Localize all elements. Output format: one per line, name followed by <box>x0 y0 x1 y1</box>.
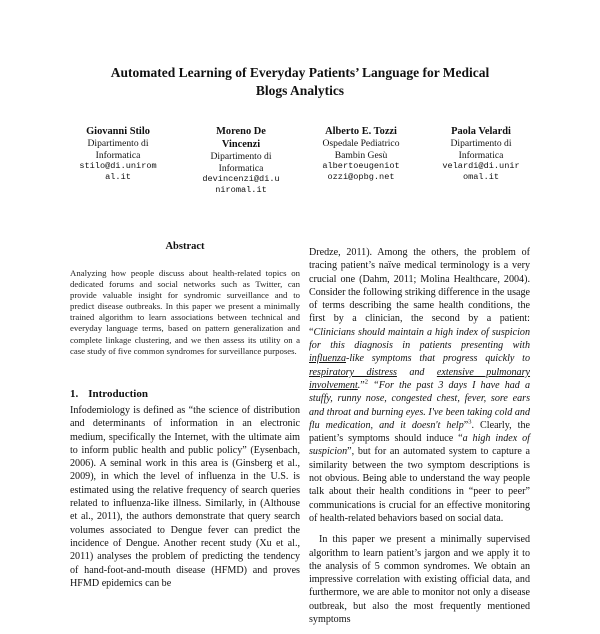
right-column-body <box>309 246 530 634</box>
author-name: Paola Velardi <box>451 126 511 137</box>
author-affiliation: Dipartimento di <box>210 151 272 162</box>
author-affiliation: Ospedale Pediatrico <box>322 138 400 149</box>
author-email: omal.it <box>462 172 500 182</box>
author-affiliation: Dipartimento di <box>450 138 512 149</box>
author-email: ozzi@opbg.net <box>327 172 395 182</box>
text-run: Dredze, 2011). Among the others, the problem of tracing patient’s naïve medical terminology is a very crucial one (Dahm, 2011; Molina Healthcare, 2004). Consider the following striking difference in the usage of terms describing the same health conditions, the first by a clinician, the second by a patient: “ <box>309 247 530 338</box>
text-run: . <box>357 379 361 391</box>
author-affiliation: Informatica <box>95 149 141 161</box>
author-block-tozzi <box>306 125 416 183</box>
author-block-stilo <box>68 125 168 183</box>
underlined-term: respiratory distress <box>309 366 397 378</box>
section-number: 1. <box>70 388 79 400</box>
author-block-velardi <box>426 125 536 183</box>
text-run: Clinicians should maintain a high index of suspicion for this diagnosis in patients presenting with <box>309 326 530 352</box>
author-email: devincenzi@di.u <box>202 174 280 184</box>
author-email: albertoeugeniot <box>322 161 400 171</box>
author-email: niromal.it <box>215 185 267 195</box>
text-run: ”, but for an automated system to capture a similarity between the two symptom descriptions is not obvious. Being able to understand the way people talk about their health conditions in “peer to peer” communications is crucial for an effective monitoring of health-related behaviors based on social data. <box>309 446 530 524</box>
text-run: -like symptoms that progress quickly to <box>346 353 530 365</box>
author-block-devincenzi <box>186 125 296 196</box>
author-name: Moreno De <box>216 126 266 137</box>
section-heading-introduction <box>70 388 148 400</box>
section-title: Introduction <box>88 388 148 400</box>
author-affiliation: Bambin Gesù <box>334 149 388 161</box>
author-name: Alberto E. Tozzi <box>325 126 397 137</box>
left-column-body <box>70 404 300 590</box>
author-affiliation: Informatica <box>218 162 264 174</box>
author-email: stilo@di.unirom <box>79 161 157 171</box>
footnote-marker: 2 <box>364 378 369 386</box>
text-run: and <box>396 366 437 378</box>
author-name: Vincenzi <box>221 139 261 150</box>
right-paragraph-1: Dredze, 2011). Among the others, the problem of tracing patient’s naïve medical terminology is a very crucial one (Dahm, 2011; Molina Healthcare, 2004). Consider the following striking difference in the usage of terms describing the same health conditions, the first by a clinician, the second by a patient: “Clinicians should maintain a high index of suspicion for this diagnosis in patients presenting with influenza-like symptoms that progress quickly to respiratory distress and extensive pulmonary involvement.”$^2$ “For the past 3 days I have had a stuffy, runny nose, congested chest, fever, sore ears and throat and burning eyes. I've been taking cold and flu medication, and it doesn't help”$^3$. Clearly, the patient’s symptoms should induce “a high index of suspicion”, but for an automated system to capture a similarity between the two symptom descriptions is not obvious. Being able to understand the way people talk about their health conditions in “peer to peer” communications is crucial for an effective monitoring of health-related behaviors based on social data. <box>309 247 531 524</box>
quoted-phrase: a high index of suspicion <box>309 433 530 458</box>
author-affiliation: Dipartimento di <box>87 138 149 149</box>
underlined-term: influenza <box>309 353 347 365</box>
abstract-body: Analyzing how people discuss about health-related topics on dedicated forums and social networks such as Twitter, can provide valuable insight for syndromic surveillance and to predict disease outbreaks. In this paper we present a minimally trained algorithm to learn associations between technical and everyday language terms, based on pattern generalization and complete linkage clustering, and we then assess its utility on a case study of five common syndromes for surveillance purposes. <box>70 268 300 356</box>
author-name: Giovanni Stilo <box>86 126 150 137</box>
author-affiliation: Informatica <box>458 149 504 161</box>
footnote-marker: 3 <box>468 418 472 426</box>
author-email: al.it <box>105 172 131 182</box>
paper-title <box>70 64 530 100</box>
intro-paragraph-1: Infodemiology is defined as “the science of distribution and determinants of information in an electronic medium, specifically the Internet, with the ultimate aim to inform public health and public policy” (Eysenbach, 2006). A seminal work in this area is (Ginsberg et al., 2009), in which the level of influenza in the U.S. is estimated using the relative frequency of search queries related to influenza-like illness. Similarly, in (Althouse et al., 2011), the authors demonstrate that query search volumes associated to Dengue fever can predict the incidence of Dengue. Another recent study (Xu et al., 2011) analyses the problem of predicting the tendency of hand-foot-and-mouth disease (HFMD) and proves HFMD epidemics can be <box>70 405 300 589</box>
underlined-term: extensive pulmonary involvement <box>309 366 531 391</box>
author-email: velardi@di.unir <box>442 161 520 171</box>
right-paragraph-2: In this paper we present a minimally supervised algorithm to learn patient’s jargon and we apply it to the analysis of 5 common syndromes. We obtain an impressive correlation with existing official data, and furthermore, we are able to monitor not only a disease outbreak, but also the most frequently mentioned symptoms <box>309 534 530 626</box>
abstract-heading: Abstract <box>165 241 205 252</box>
title-line-2: Blogs Analytics <box>255 83 345 98</box>
patient-quote: “For the past 3 days I have had a stuffy, runny nose, congested chest, fever, sore ears and throat and burning eyes. I've been taking cold and flu medication, and it doesn't help <box>309 379 530 431</box>
title-line-1: Automated Learning of Everyday Patients’ Language for Medical <box>110 65 490 80</box>
text-run: . Clearly, the patient’s symptoms should induce “ <box>309 419 530 445</box>
